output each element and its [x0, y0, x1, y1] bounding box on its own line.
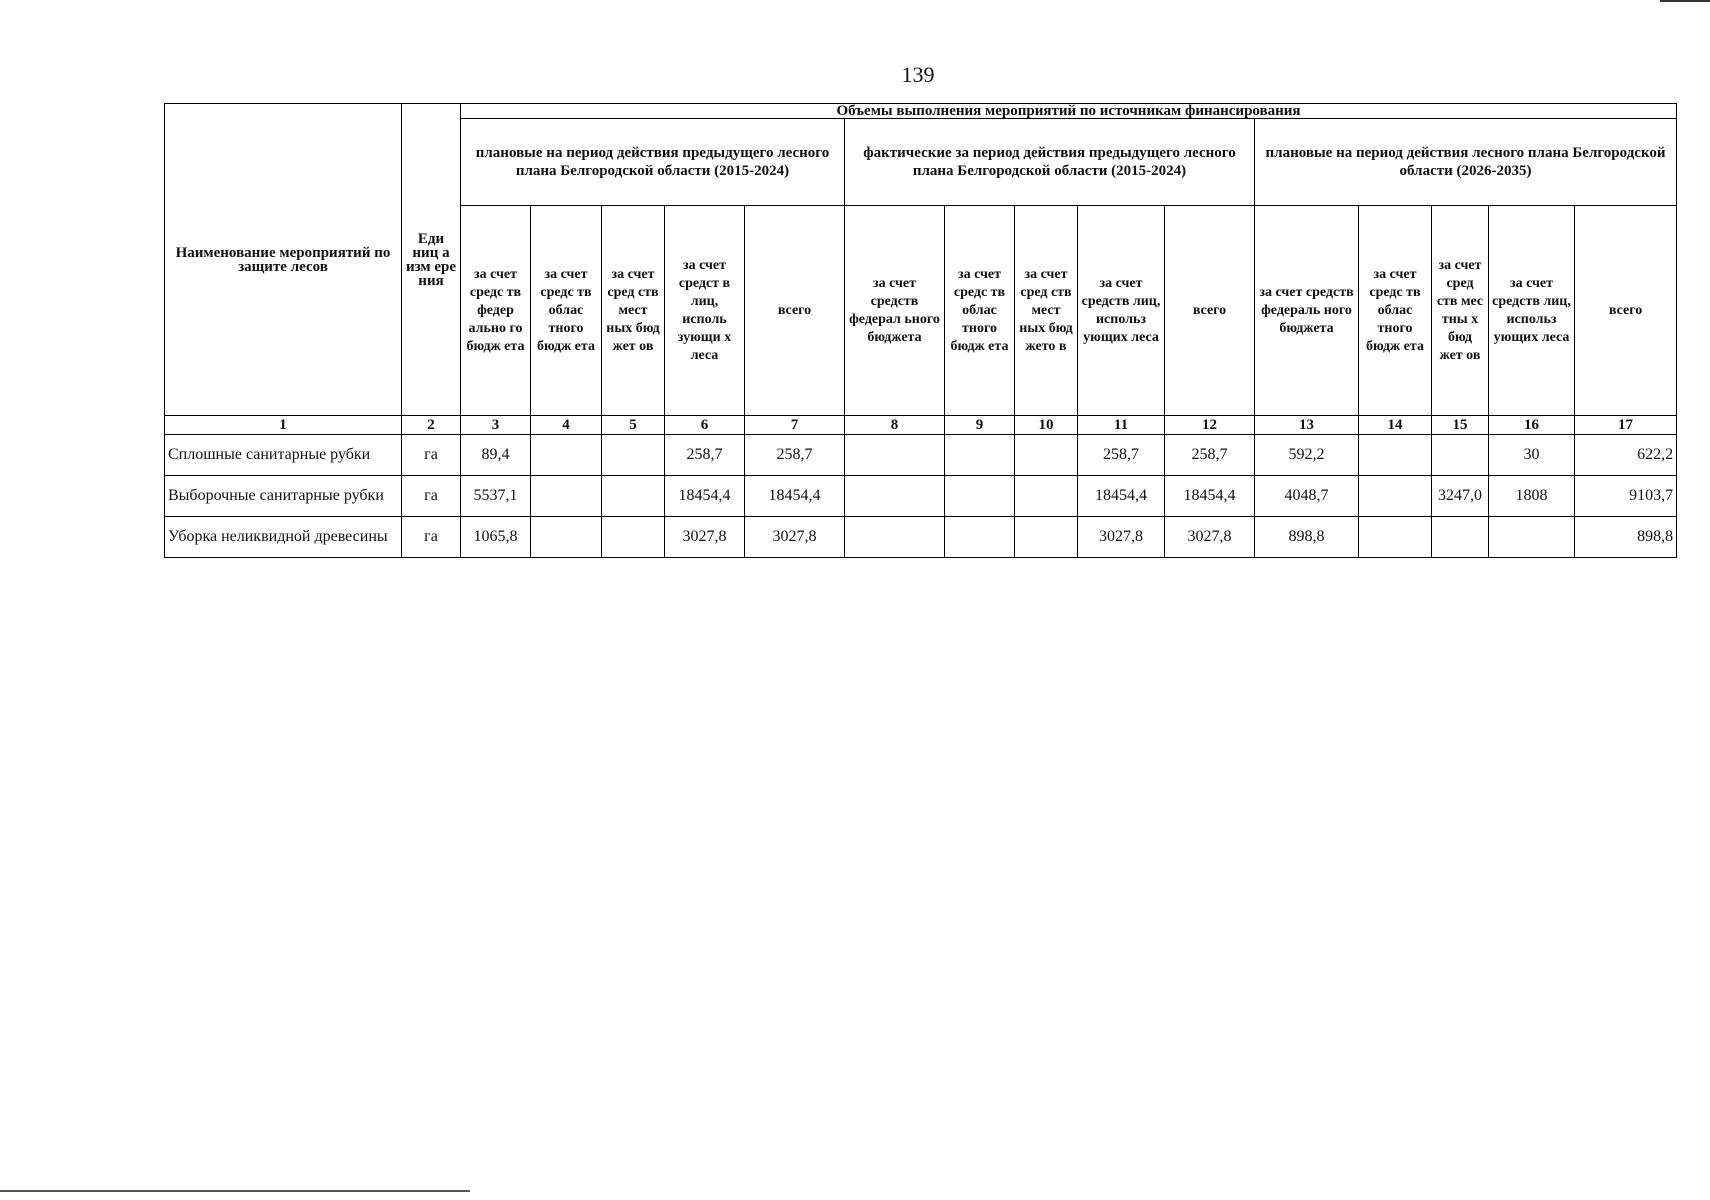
bottom-edge-rule: [0, 1190, 470, 1192]
table-cell: 18454,4: [1078, 476, 1165, 517]
table-cell: [945, 476, 1015, 517]
subheader-col-10: за счет сред ств мест ных бюд жето в: [1015, 206, 1078, 416]
row-name: Выборочные санитарные рубки: [165, 476, 402, 517]
table-cell: 1065,8: [461, 517, 531, 558]
top-edge-rule: [1660, 0, 1710, 2]
table-cell: 3027,8: [745, 517, 845, 558]
row-unit: га: [402, 517, 461, 558]
subheader-col-7: всего: [745, 206, 845, 416]
subheader-col-13: за счет средств федераль ного бюджета: [1255, 206, 1359, 416]
table-cell: 1808: [1489, 476, 1575, 517]
table-cell: 4048,7: [1255, 476, 1359, 517]
table-cell: 3027,8: [1165, 517, 1255, 558]
table-cell: [845, 435, 945, 476]
table-cell: [1432, 517, 1489, 558]
column-number: 14: [1359, 416, 1432, 435]
subheader-col-5: за счет сред ств мест ных бюд жет ов: [602, 206, 665, 416]
row-name: Сплошные санитарные рубки: [165, 435, 402, 476]
table-cell: 258,7: [665, 435, 745, 476]
table-cell: [845, 517, 945, 558]
column-number: 6: [665, 416, 745, 435]
table-cell: [1359, 517, 1432, 558]
subheader-col-11: за счет средств лиц, использ ующих леса: [1078, 206, 1165, 416]
subheader-col-8: за счет средств федерал ьного бюджета: [845, 206, 945, 416]
table-row: [165, 435, 1677, 476]
subheader-col-16: за счет средств лиц, использ ующих леса: [1489, 206, 1575, 416]
row-unit: га: [402, 435, 461, 476]
table-cell: 3027,8: [1078, 517, 1165, 558]
table-cell: [531, 517, 602, 558]
subgroup-header-actual-previous: фактические за период действия предыдущего лесного плана Белгородской области (2015-2024): [845, 119, 1255, 206]
subheader-col-6: за счет средст в лиц, исполь зующи х леса: [665, 206, 745, 416]
table-cell: [945, 435, 1015, 476]
table-cell: [1015, 517, 1078, 558]
subgroup-header-planned-previous: плановые на период действия предыдущего лесного плана Белгородской области (2015-2024): [461, 119, 845, 206]
table-cell: 89,4: [461, 435, 531, 476]
subheader-col-9: за счет средс тв облас тного бюдж ета: [945, 206, 1015, 416]
column-number-row: [165, 416, 1677, 435]
table-cell: 18454,4: [665, 476, 745, 517]
column-number: 16: [1489, 416, 1575, 435]
table-cell: 3247,0: [1432, 476, 1489, 517]
col-header-name: Наименование мероприятий по защите лесов: [165, 104, 402, 416]
table-cell: 898,8: [1575, 517, 1677, 558]
column-number: 10: [1015, 416, 1078, 435]
column-number: 3: [461, 416, 531, 435]
column-number: 9: [945, 416, 1015, 435]
table-cell: 622,2: [1575, 435, 1677, 476]
table-cell: 898,8: [1255, 517, 1359, 558]
table-cell: [1359, 476, 1432, 517]
table-cell: [845, 476, 945, 517]
table-cell: [1015, 476, 1078, 517]
table-cell: [602, 476, 665, 517]
subheader-col-12: всего: [1165, 206, 1255, 416]
table-cell: 30: [1489, 435, 1575, 476]
table-cell: 9103,7: [1575, 476, 1677, 517]
table-cell: [531, 476, 602, 517]
table-row: [165, 517, 1677, 558]
forest-protection-table: [164, 103, 1677, 558]
subheader-col-17: всего: [1575, 206, 1677, 416]
column-number: 11: [1078, 416, 1165, 435]
col-header-unit: Еди ниц а изм ере ния: [402, 104, 461, 416]
subheader-col-3: за счет средс тв федер ально го бюдж ета: [461, 206, 531, 416]
column-number: 17: [1575, 416, 1677, 435]
table-cell: [1432, 435, 1489, 476]
column-number: 5: [602, 416, 665, 435]
table-cell: 3027,8: [665, 517, 745, 558]
table-cell: 592,2: [1255, 435, 1359, 476]
table-row: [165, 476, 1677, 517]
column-number: 4: [531, 416, 602, 435]
column-number: 8: [845, 416, 945, 435]
column-number: 12: [1165, 416, 1255, 435]
page-number: 139: [901, 62, 935, 87]
table-cell: 258,7: [1165, 435, 1255, 476]
table-cell: [945, 517, 1015, 558]
table-cell: 18454,4: [1165, 476, 1255, 517]
table-cell: [1489, 517, 1575, 558]
column-number: 1: [165, 416, 402, 435]
subheader-col-14: за счет средс тв облас тного бюдж ета: [1359, 206, 1432, 416]
column-number: 15: [1432, 416, 1489, 435]
table-cell: [602, 435, 665, 476]
table-cell: 258,7: [745, 435, 845, 476]
group-header-financing: Объемы выполнения мероприятий по источникам финансирования: [461, 104, 1677, 119]
table-cell: [531, 435, 602, 476]
table-cell: 258,7: [1078, 435, 1165, 476]
table-cell: [1359, 435, 1432, 476]
table-cell: [1015, 435, 1078, 476]
subheader-col-15: за счет сред ств мес тны х бюд жет ов: [1432, 206, 1489, 416]
row-unit: га: [402, 476, 461, 517]
subgroup-header-planned-current: плановые на период действия лесного плана Белгородской области (2026-2035): [1255, 119, 1677, 206]
row-name: Уборка неликвидной древесины: [165, 517, 402, 558]
table-cell: 5537,1: [461, 476, 531, 517]
subheader-col-4: за счет средс тв облас тного бюдж ета: [531, 206, 602, 416]
table-cell: [602, 517, 665, 558]
column-number: 13: [1255, 416, 1359, 435]
table-cell: 18454,4: [745, 476, 845, 517]
column-number: 7: [745, 416, 845, 435]
header-row-group: [165, 104, 1677, 119]
column-number: 2: [402, 416, 461, 435]
